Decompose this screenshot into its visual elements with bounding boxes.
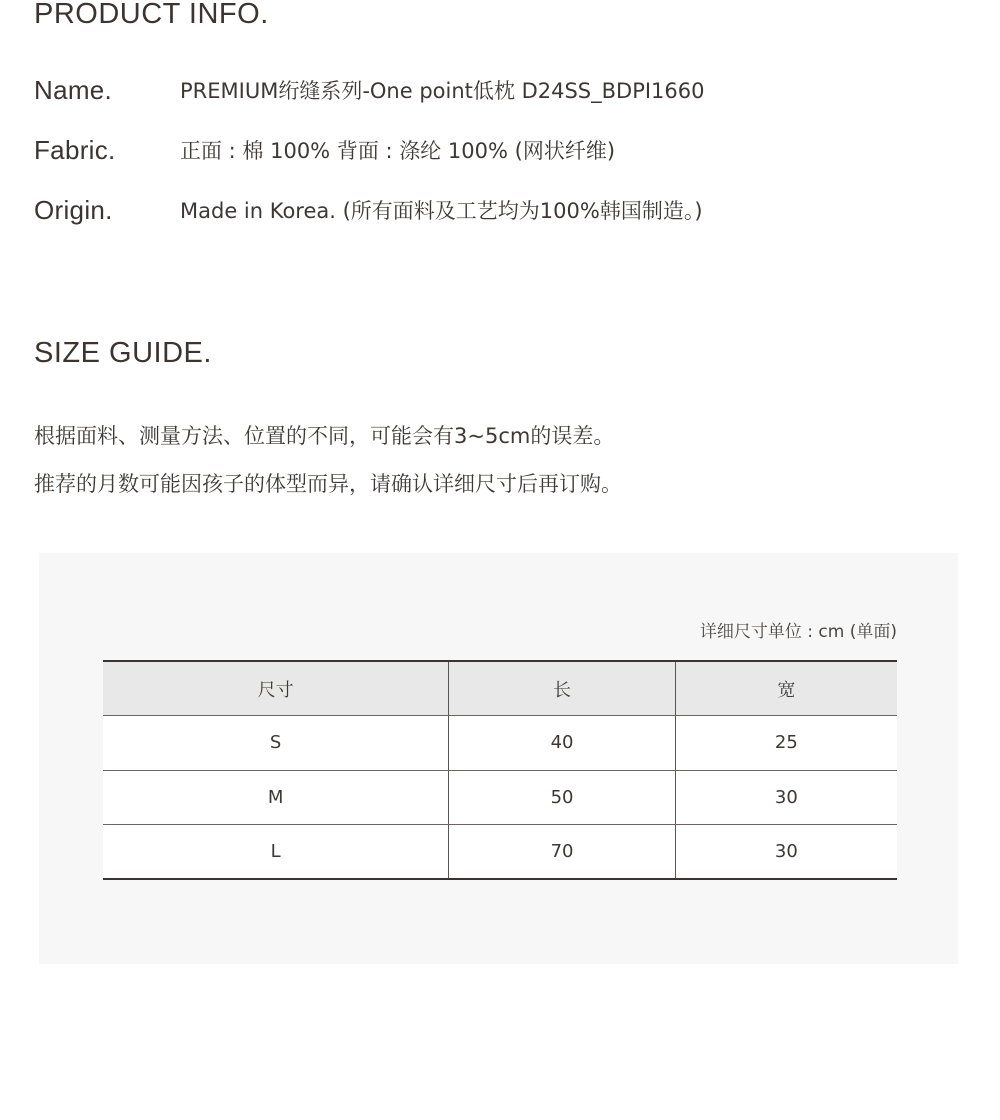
product-info-title: PRODUCT INFO. [34,0,269,30]
table-row [103,770,897,825]
info-label-fabric: Fabric. [34,134,116,165]
cell-length: 40 [449,716,675,771]
info-value-fabric: 正面 : 棉 100% 背面 : 涤纶 100% (网状纤维) [180,139,616,163]
cell-size: L [103,825,449,880]
cell-width: 25 [675,716,897,771]
info-label-origin: Origin. [34,194,113,225]
size-guide-title: SIZE GUIDE. [34,337,212,369]
header-size: 尺寸 [103,661,449,716]
header-length: 长 [449,661,675,716]
info-label-name: Name. [34,74,113,105]
info-row-fabric [34,132,615,168]
cell-width: 30 [675,770,897,825]
unit-note: 详细尺寸单位 : cm (单面) [699,622,897,642]
size-table-header-row [103,661,897,716]
info-value-origin: Made in Korea. (所有面料及工艺均为100%韩国制造。) [180,199,703,223]
header-width: 宽 [675,661,897,716]
table-row [103,716,897,771]
cell-length: 70 [449,825,675,880]
size-guide-note-recommendation: 推荐的月数可能因孩子的体型而异，请确认详细尺寸后再订购。 [34,472,622,496]
cell-length: 50 [449,770,675,825]
info-row-origin [34,192,703,228]
info-row-name [34,72,705,108]
table-row [103,825,897,880]
info-value-name: PREMIUM绗缝系列-One point低枕 D24SS_BDPI1660 [180,79,705,103]
size-table [103,660,897,880]
cell-size: M [103,770,449,825]
size-table-panel [39,553,958,964]
size-guide-note-tolerance: 根据面料、测量方法、位置的不同，可能会有3~5cm的误差。 [34,424,615,448]
cell-width: 30 [675,825,897,880]
cell-size: S [103,716,449,771]
